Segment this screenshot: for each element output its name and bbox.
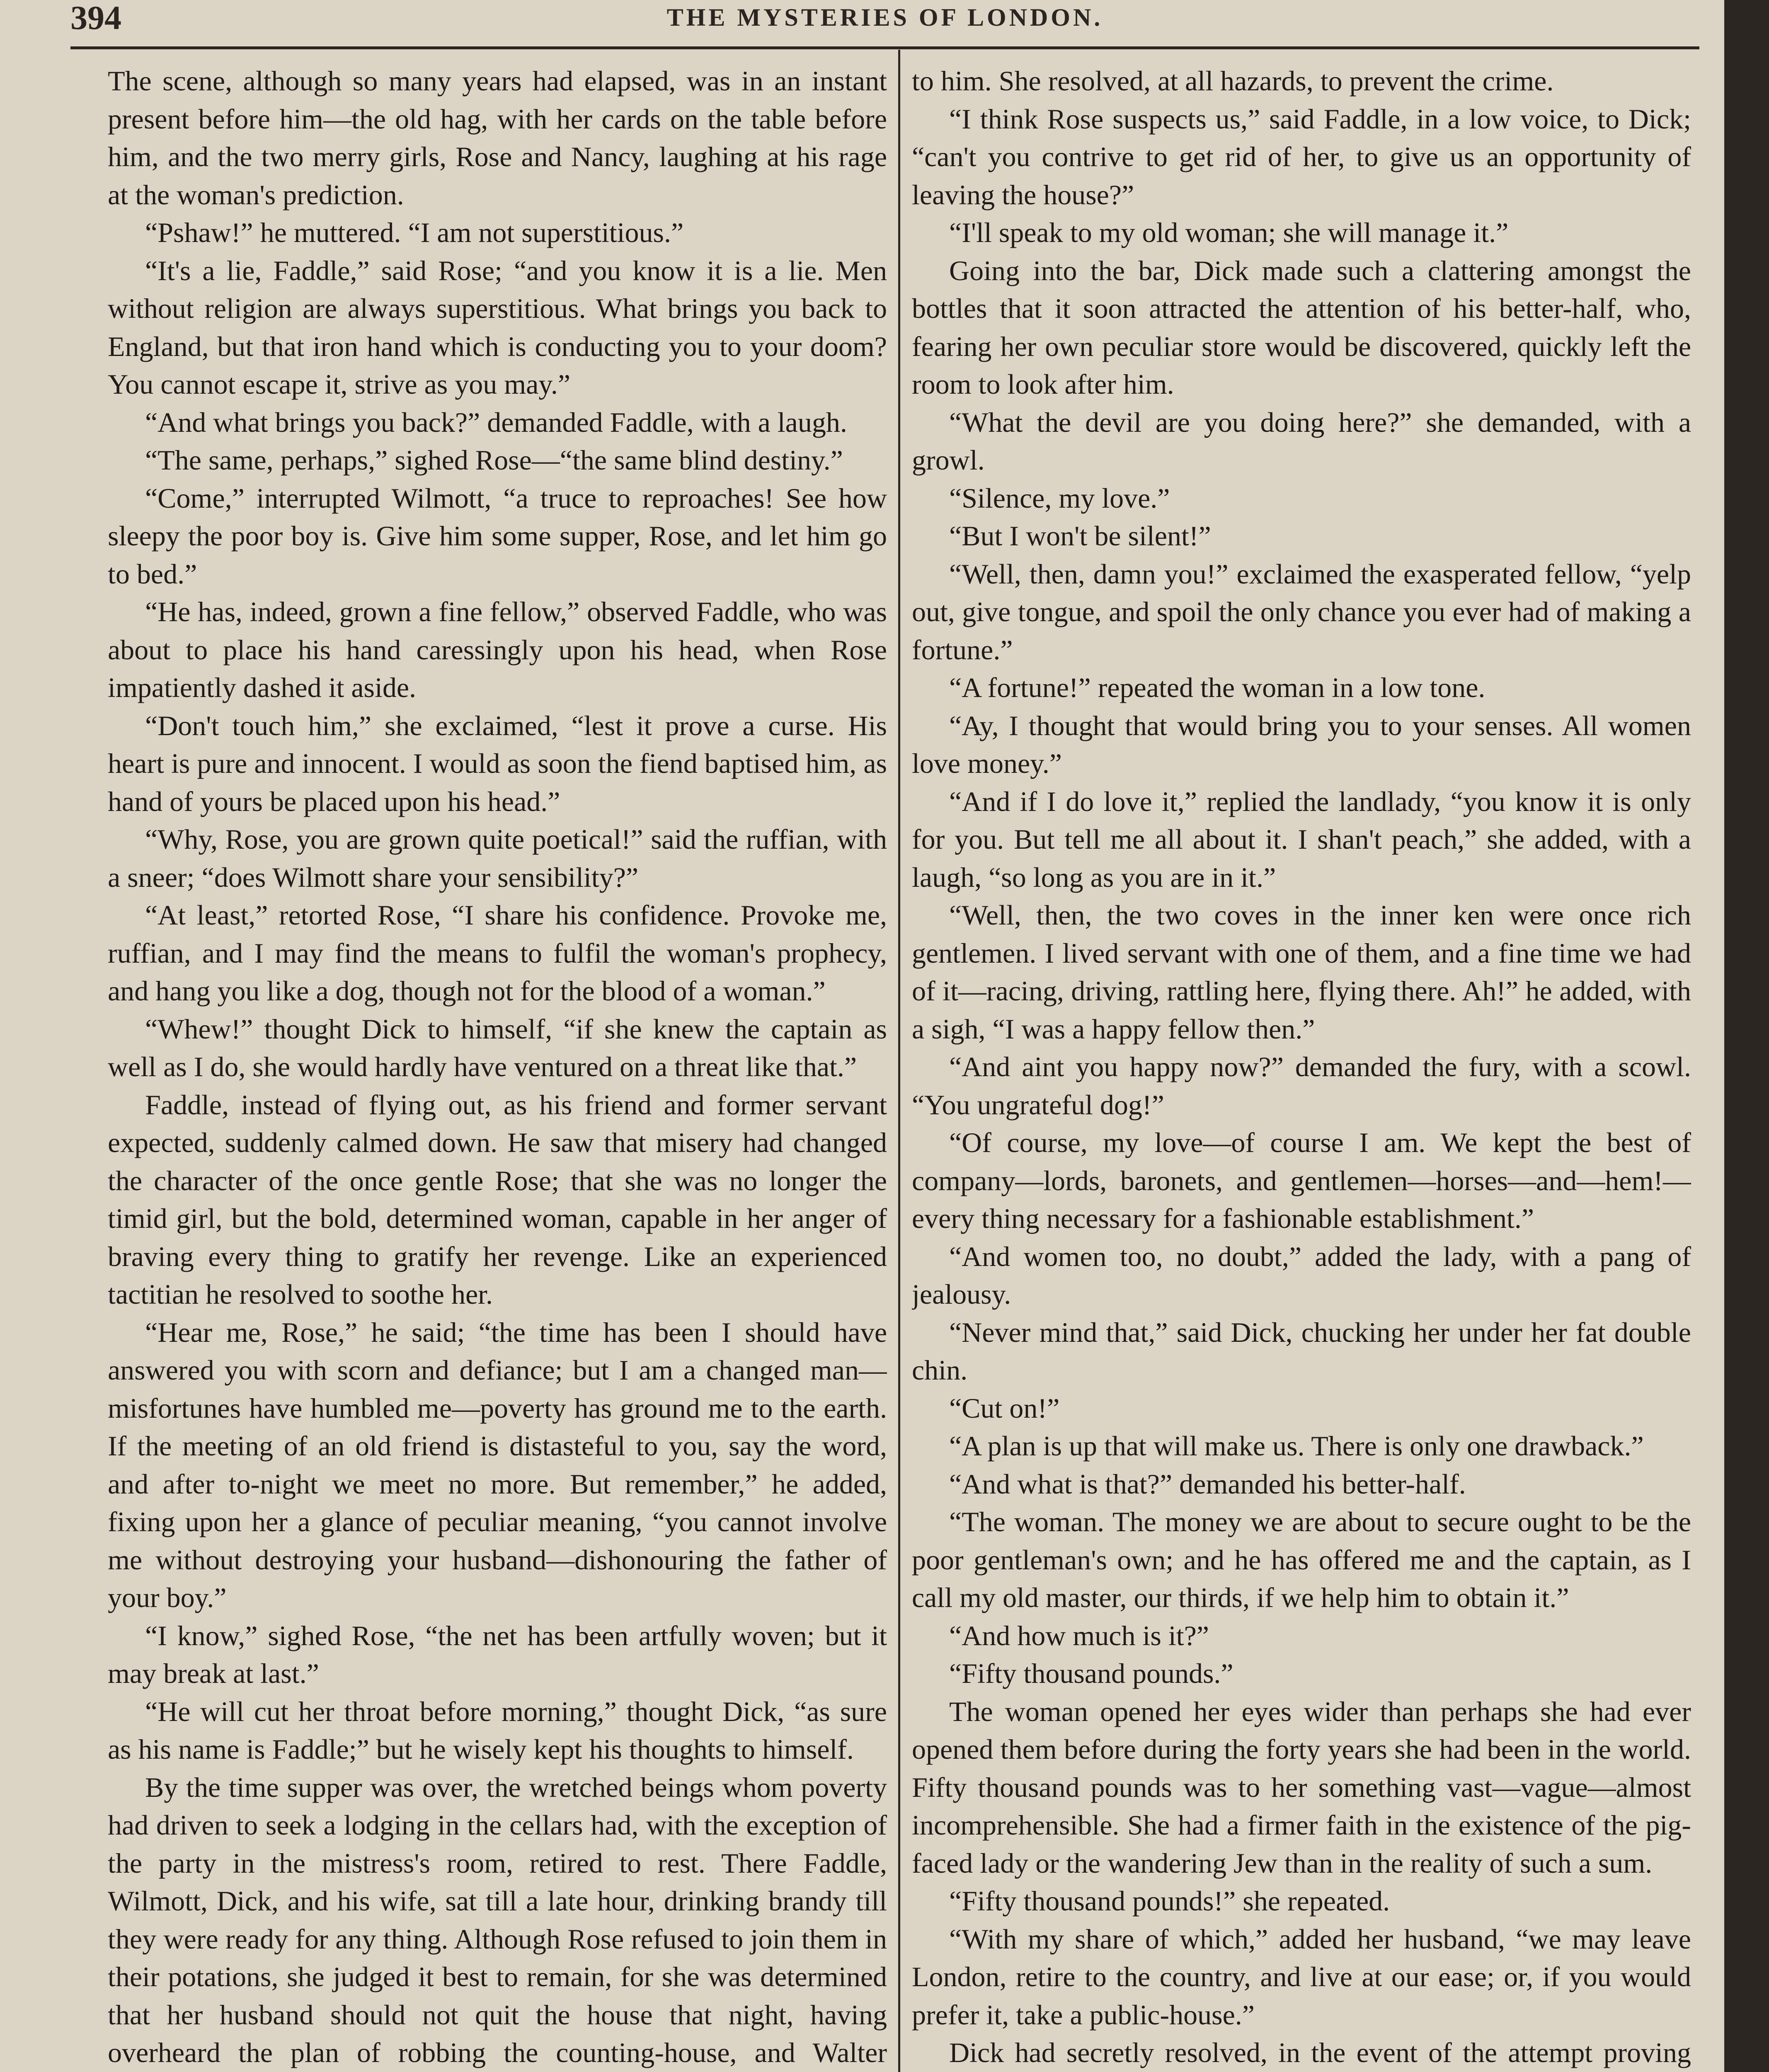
- paragraph: “Well, then, damn you!” exclaimed the exasperated fellow, “yelp out, give tongue, and spoil the only chance you ever had of making a fortune.”: [912, 558, 1691, 666]
- paragraph: “Don't touch him,” she exclaimed, “lest it prove a curse. His heart is pure and innocent. I would as soon the fiend baptised him, as hand of yours be placed upon his head.”: [108, 709, 887, 817]
- paragraph: “Silence, my love.”: [949, 482, 1170, 514]
- paragraph: “The woman. The money we are about to secure ought to be the poor gentleman's own; and he has offered me and the captain, as I call my old master, our thirds, if we help him to obtain it.”: [912, 1506, 1691, 1613]
- paragraph: “At least,” retorted Rose, “I share his confidence. Provoke me, ruffian, and I may find the means to fulfil the woman's prophecy, and hang you like a dog, though not for the blood of a woman.”: [108, 899, 887, 1007]
- paragraph: “Ay, I thought that would bring you to your senses. All women love money.”: [912, 709, 1691, 779]
- running-title: THE MYSTERIES OF LONDON.: [666, 4, 1103, 31]
- header-rule: [70, 46, 1699, 49]
- paragraph: “I think Rose suspects us,” said Faddle, in a low voice, to Dick; “can't you contrive to get rid of her, to give us an opportunity of leaving the house?”: [912, 103, 1691, 211]
- paragraph: “And what brings you back?” demanded Faddle, with a laugh.: [145, 406, 847, 438]
- paragraph: “He will cut her throat before morning,” thought Dick, “as sure as his name is Faddle;” but he wisely kept his thoughts to himself.: [108, 1695, 887, 1765]
- paragraph: “And aint you happy now?” demanded the fury, with a scowl. “You ungrateful dog!”: [912, 1051, 1691, 1121]
- paragraph: “What the devil are you doing here?” she demanded, with a growl.: [912, 406, 1691, 476]
- paragraph: “Hear me, Rose,” he said; “the time has been I should have answered you with scorn and defiance; but I am a changed man—misfortunes have humbled me—poverty has ground me to the earth. If the meeting of an old friend is distasteful to you, say the word, and after to-night we meet no more. But remember,” he added, fixing upon her a glance of peculiar meaning, “you cannot involve me without destroying your husband—dishonouring the father of your boy.”: [108, 1316, 887, 1613]
- paragraph: “But I won't be silent!”: [949, 520, 1211, 552]
- paragraph: “The same, perhaps,” sighed Rose—“the same blind destiny.”: [145, 444, 843, 476]
- paragraph: The woman opened her eyes wider than perhaps she had ever opened them before during the forty years she had been in the world. Fifty thousand pounds was to her something vast—vague—almost incomprehensible. She had a firmer faith in the existence of the pig-faced lady or the wandering Jew than in the reality of such a sum.: [912, 1695, 1691, 1879]
- paragraph: “Well, then, the two coves in the inner ken were once rich gentlemen. I lived servant with one of them, and a fine time we had of it—racing, driving, rattling here, flying there. Ah!” he added, with a sigh, “I was a happy fellow then.”: [912, 899, 1691, 1045]
- paragraph: “I'll speak to my old woman; she will manage it.”: [949, 217, 1509, 248]
- paragraph: “A fortune!” repeated the woman in a low tone.: [949, 672, 1485, 703]
- paragraph: Going into the bar, Dick made such a clattering amongst the bottles that it soon attracted the attention of his better-half, who, fearing her own peculiar store would be discovered, quickly left the room to look after him.: [912, 254, 1691, 400]
- paragraph: to him. She resolved, at all hazards, to prevent the crime.: [912, 65, 1554, 97]
- paragraph: “Why, Rose, you are grown quite poetical!” said the ruffian, with a sneer; “does Wilmott share your sensibility?”: [108, 823, 887, 893]
- paragraph: “He has, indeed, grown a fine fellow,” observed Faddle, who was about to place his hand caressingly upon his head, when Rose impatiently dashed it aside.: [108, 596, 887, 703]
- paragraph: “Fifty thousand pounds.”: [949, 1658, 1233, 1689]
- paragraph: “It's a lie, Faddle,” said Rose; “and you know it is a lie. Men without religion are always superstitious. What brings you back to England, but that iron hand which is conducting you to your doom? You cannot escape it, strive as you may.”: [108, 254, 887, 400]
- paragraph: “And if I do love it,” replied the landlady, “you know it is only for you. But tell me all about it. I shan't peach,” she added, with a laugh, “so long as you are in it.”: [912, 785, 1691, 893]
- paragraph: “A plan is up that will make us. There is only one drawback.”: [949, 1430, 1644, 1462]
- paragraph: “With my share of which,” added her husband, “we may leave London, retire to the country, and live at our ease; or, if you would prefer it, take a public-house.”: [912, 1923, 1691, 2031]
- paragraph: “And how much is it?”: [949, 1619, 1209, 1651]
- page-number: 394: [70, 0, 121, 36]
- paragraph: “Never mind that,” said Dick, chucking her under her fat double chin.: [912, 1316, 1691, 1386]
- paragraph: “Cut on!”: [949, 1392, 1060, 1424]
- paragraph: “And what is that?” demanded his better-half.: [949, 1468, 1466, 1500]
- paragraph: “I know,” sighed Rose, “the net has been artfully woven; but it may break at last.”: [108, 1619, 887, 1689]
- column-divider: [898, 50, 900, 2072]
- paragraph: By the time supper was over, the wretched beings whom poverty had driven to seek a lodging in the cellars had, with the exception of the party in the mistress's room, retired to rest. There Faddle, Wilmott, Dick, and his wife, sat till a late hour, drinking brandy till they were ready for any thing. Although Rose refused to join them in their potations, she judged it best to remain, for she was determined that her husband should not quit the house that night, having overheard the plan of robbing the counting-house, and Walter: [108, 1771, 887, 2068]
- paragraph: “Pshaw!” he muttered. “I am not superstitious.”: [145, 217, 684, 248]
- paragraph: Faddle, instead of flying out, as his friend and former servant expected, suddenly calmed down. He saw that misery had changed the character of the once gentle Rose; that she was no longer the timid girl, but the bold, determined woman, capable in her anger of braving every thing to gratify her revenge. Like an experienced tactitian he resolved to soothe her.: [108, 1089, 887, 1310]
- page-header: [70, 0, 1699, 36]
- paragraph: “Whew!” thought Dick to himself, “if she knew the captain as well as I do, she would hardly have ventured on a threat like that.”: [108, 1013, 887, 1082]
- paragraph: “Fifty thousand pounds!” she repeated.: [949, 1885, 1390, 1917]
- right-column: [912, 62, 1691, 2072]
- paragraph: The scene, although so many years had elapsed, was in an instant present before him—the old hag, with her cards on the table before him, and the two merry girls, Rose and Nancy, laughing at his rage at the woman's prediction.: [108, 65, 887, 211]
- paragraph: Dick had secretly resolved, in the event of the attempt proving: [949, 2037, 1691, 2068]
- left-column: [108, 62, 887, 2072]
- paragraph: “Of course, my love—of course I am. We kept the best of company—lords, baronets, and gentlemen—horses—and—hem!—every thing necessary for a fashionable establishment.”: [912, 1127, 1691, 1234]
- paragraph: “And women too, no doubt,” added the lady, with a pang of jealousy.: [912, 1240, 1691, 1310]
- paragraph: “Come,” interrupted Wilmott, “a truce to reproaches! See how sleepy the poor boy is. Give him some supper, Rose, and let him go to bed.”: [108, 482, 887, 590]
